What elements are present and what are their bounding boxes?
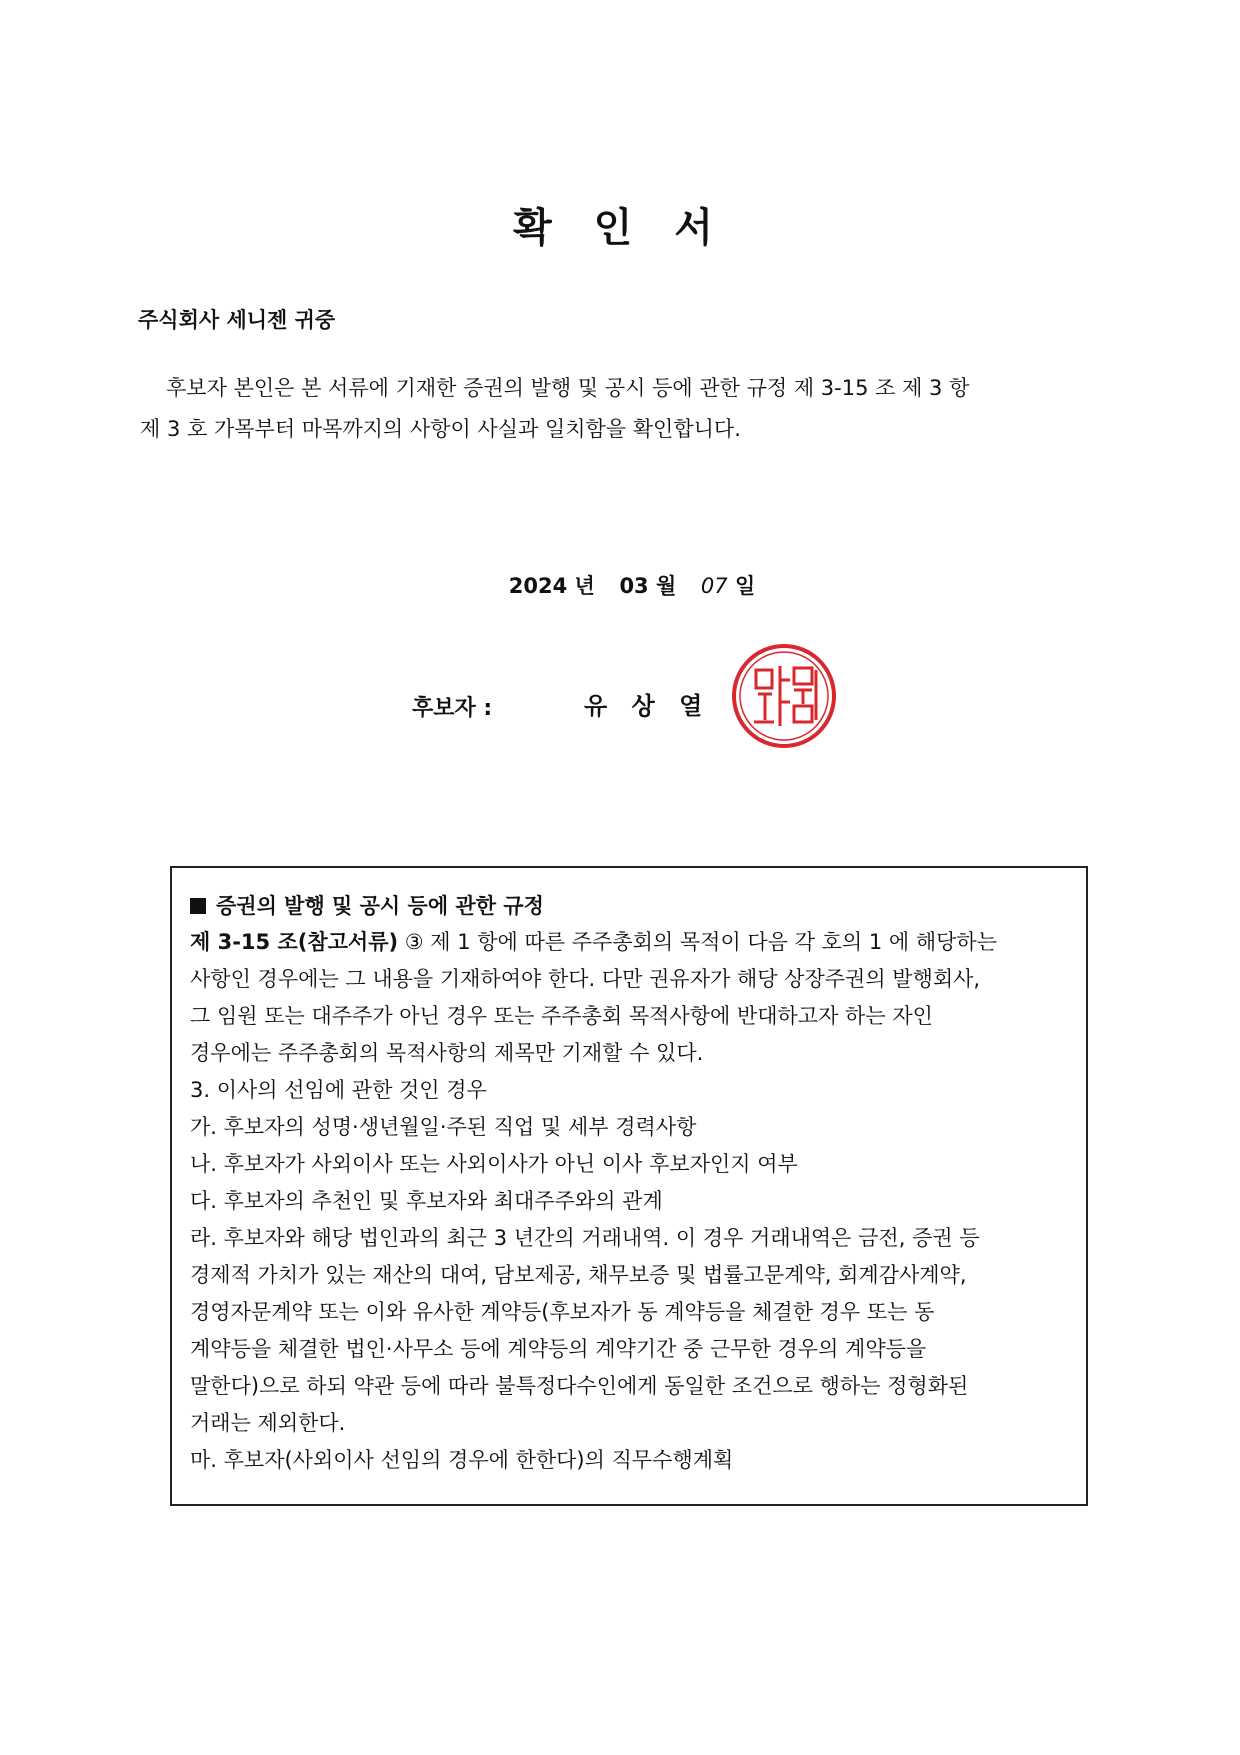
date-day-unit: 일 [734, 574, 756, 598]
regulation-line: 경영자문계약 또는 이와 유사한 계약등(후보자가 동 계약등을 체결한 경우 또는 동 [190, 1300, 935, 1324]
regulation-line: ③ 제 1 항에 따른 주주총회의 목적이 다음 각 호의 1 에 해당하는 [398, 930, 997, 954]
regulation-line: 경우에는 주주총회의 목적사항의 제목만 기재할 수 있다. [190, 1041, 704, 1065]
candidate-label: 후보자 : [412, 696, 493, 721]
document-title: 확 인 서 [513, 205, 727, 251]
regulation-line: 가. 후보자의 성명·생년월일·주된 직업 및 세부 경력사항 [190, 1115, 697, 1139]
article-label: 제 3-15 조(참고서류) [190, 930, 399, 954]
date-day: 07 [700, 574, 728, 598]
regulation-line: 그 임원 또는 대주주가 아닌 경우 또는 주주총회 목적사항에 반대하고자 하는 자인 [190, 1004, 933, 1028]
regulation-line: 경제적 가치가 있는 재산의 대여, 담보제공, 채무보증 및 법률고문계약, 회계감사계약, [190, 1263, 967, 1287]
addressee: 주식회사 세니젠 귀중 [138, 308, 336, 332]
date-year-unit: 년 [574, 574, 595, 598]
square-bullet-icon [190, 898, 206, 914]
regulation-line: 마. 후보자(사외이사 선임의 경우에 한한다)의 직무수행계획 [190, 1448, 734, 1472]
regulation-line: 다. 후보자의 추천인 및 후보자와 최대주주와의 관계 [190, 1189, 663, 1213]
date-year: 2024 [508, 574, 568, 598]
seal-stamp-icon [728, 640, 840, 752]
regulation-line: 사항인 경우에는 그 내용을 기재하여야 한다. 다만 권유자가 해당 상장주권의 발행회사, [190, 967, 981, 991]
regulation-heading-row [190, 896, 544, 917]
body-line-2: 제 3 호 가목부터 마목까지의 사항이 사실과 일치함을 확인합니다. [140, 417, 741, 441]
candidate-name: 유 상 열 [584, 692, 711, 720]
regulation-line: 계약등을 체결한 법인·사무소 등에 계약등의 계약기간 중 근무한 경우의 계약등을 [190, 1337, 927, 1361]
regulation-box [170, 866, 1088, 1506]
regulation-line: 나. 후보자가 사외이사 또는 사외이사가 아닌 이사 후보자인지 여부 [190, 1152, 798, 1176]
regulation-article-row [190, 932, 997, 953]
date-month: 03 [619, 574, 649, 598]
regulation-heading: 증권의 발행 및 공시 등에 관한 규정 [216, 894, 544, 918]
regulation-line: 3. 이사의 선임에 관한 것인 경우 [190, 1078, 487, 1102]
body-line-1: 후보자 본인은 본 서류에 기재한 증권의 발행 및 공시 등에 관한 규정 제 3-15 조 제 3 항 [166, 376, 970, 400]
regulation-line: 라. 후보자와 해당 법인과의 최근 3 년간의 거래내역. 이 경우 거래내역은 금전, 증권 등 [190, 1226, 980, 1250]
date-month-unit: 월 [655, 574, 677, 598]
regulation-line: 말한다)으로 하되 약관 등에 따라 불특정다수인에게 동일한 조건으로 행하는 정형화된 [190, 1374, 969, 1398]
regulation-line: 거래는 제외한다. [190, 1411, 346, 1435]
date-line [0, 570, 1240, 600]
